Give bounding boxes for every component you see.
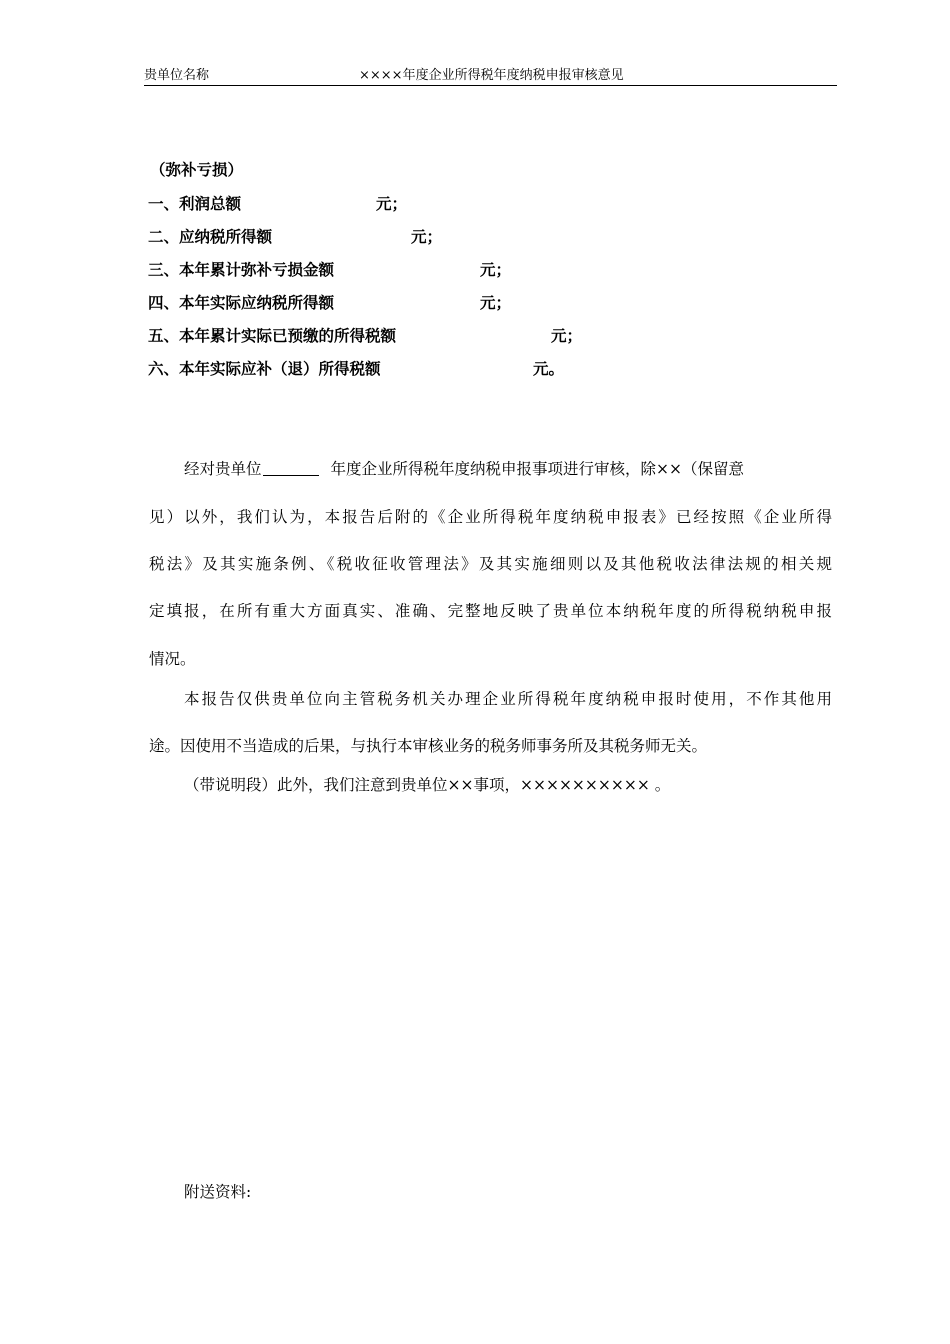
opinion-line-2: 见）以外，我们认为，本报告后附的《企业所得税年度纳税申报表》已经按照《企业所得	[149, 508, 832, 526]
summary-unit: 元；	[411, 227, 443, 246]
summary-label: 五、本年累计实际已预缴的所得税额	[148, 326, 397, 345]
summary-label: 六、本年实际应补（退）所得税额	[148, 359, 381, 378]
header-company-name: 贵单位名称	[144, 68, 210, 83]
opinion-text-before-blank: 经对贵单位	[184, 460, 262, 478]
opinion-line-5: 情况。	[149, 650, 196, 668]
summary-label: 一、利润总额	[148, 194, 242, 213]
opinion-line-4: 定填报，在所有重大方面真实、准确、完整地反映了贵单位本纳税年度的所得税纳税申报	[149, 602, 832, 620]
section-title: （弥补亏损）	[150, 160, 244, 179]
summary-unit: 元。	[533, 359, 565, 378]
page-header	[144, 66, 837, 86]
header-document-title: ××××年度企业所得税年度纳税申报审核意见	[359, 68, 624, 83]
summary-unit: 元；	[551, 326, 583, 345]
usage-line-2: 途。因使用不当造成的后果，与执行本审核业务的税务师事务所及其税务师无关。	[149, 737, 708, 755]
summary-unit: 元；	[480, 293, 512, 312]
summary-unit: 元；	[480, 260, 512, 279]
explanatory-line: （带说明段）此外，我们注意到贵单位××事项，×××××××××× 。	[184, 776, 671, 794]
summary-label: 四、本年实际应纳税所得额	[148, 293, 335, 312]
summary-unit: 元；	[376, 194, 408, 213]
opinion-line-3: 税法》及其实施条例、《税收征收管理法》及其实施细则以及其他税收法律法规的相关规	[149, 555, 832, 573]
opinion-text-after-blank: 年度企业所得税年度纳税申报事项进行审核，除××（保留意	[330, 460, 744, 478]
opinion-line-1	[184, 459, 744, 479]
summary-label: 二、应纳税所得额	[148, 227, 273, 246]
year-blank	[263, 461, 319, 476]
summary-label: 三、本年累计弥补亏损金额	[148, 260, 335, 279]
usage-line-1: 本报告仅供贵单位向主管税务机关办理企业所得税年度纳税申报时使用，不作其他用	[184, 690, 832, 708]
attachments-label: 附送资料:	[184, 1183, 252, 1201]
